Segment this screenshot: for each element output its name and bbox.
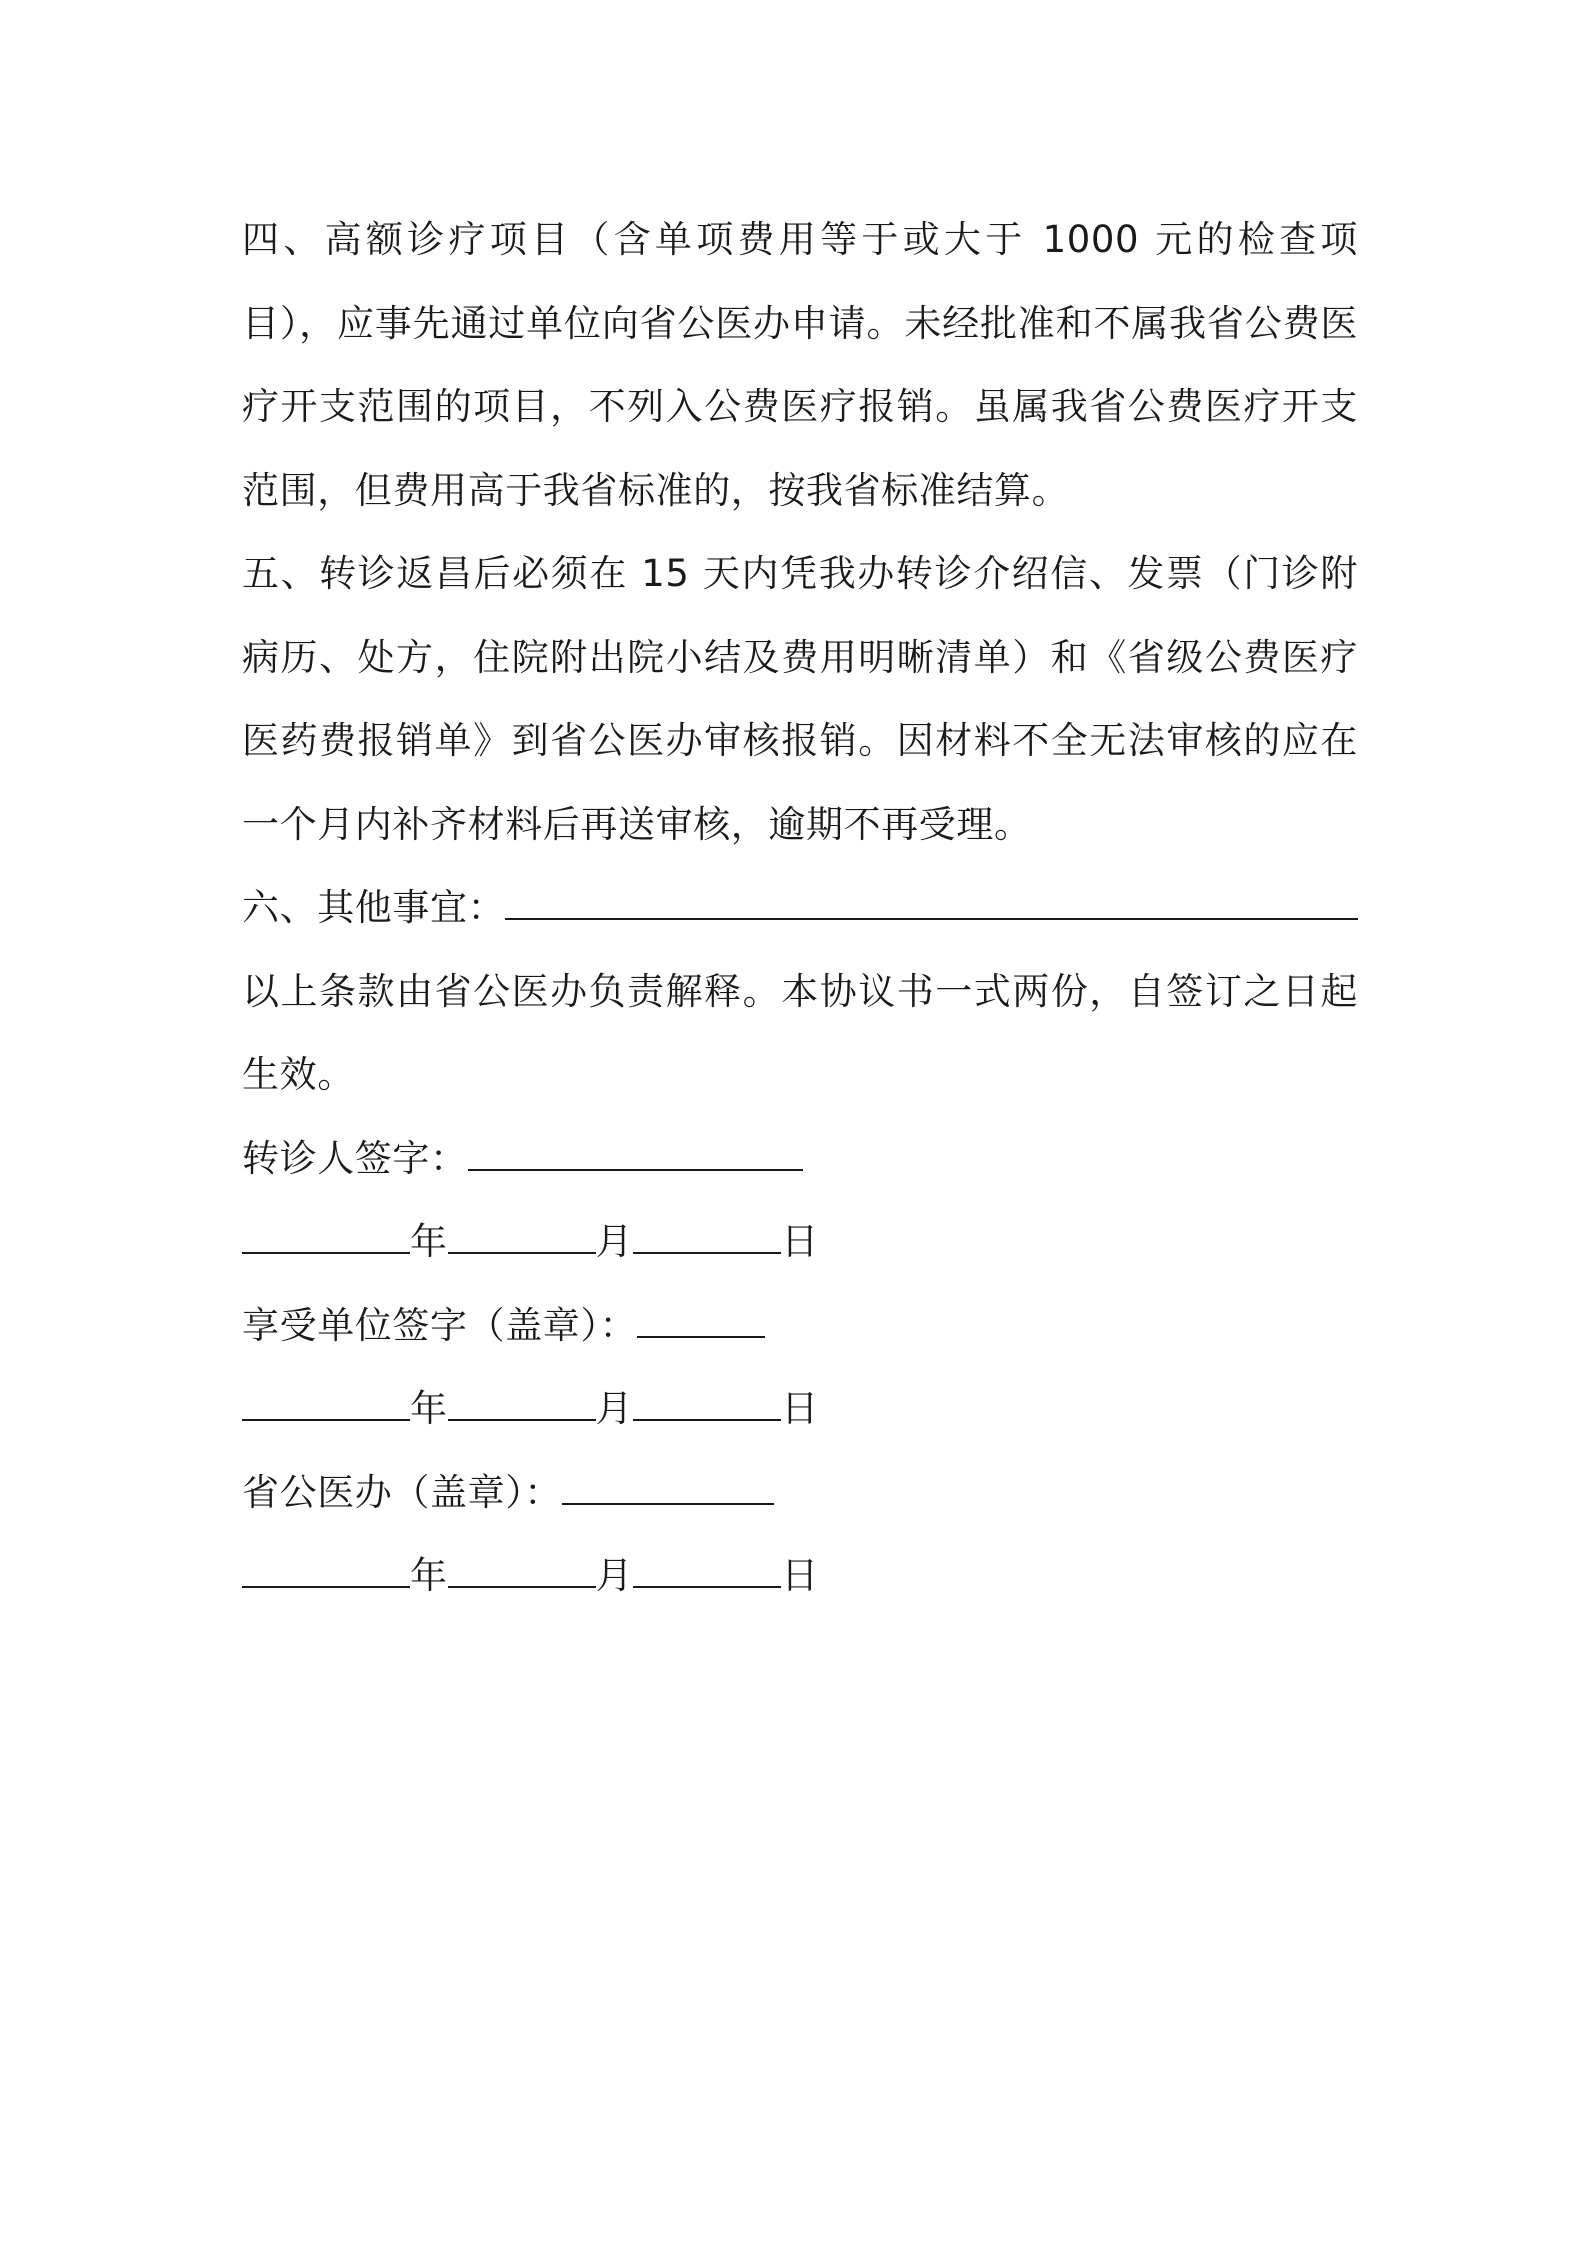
unit-signature-label: 享受单位签字（盖章）： (242, 1303, 638, 1347)
office-seal-line (242, 1451, 1358, 1535)
date-line-3 (242, 1534, 1358, 1618)
month-blank (448, 1385, 596, 1421)
day-label: 日 (781, 1387, 819, 1430)
office-seal-blank (562, 1469, 774, 1505)
clause-6-label: 六、其他事宜： (242, 886, 506, 929)
day-label: 日 (781, 1220, 819, 1263)
closing-paragraph: 以上条款由省公医办负责解释。本协议书一式两份，自签订之日起生效。 (242, 969, 1358, 1096)
month-blank (448, 1552, 596, 1588)
transfer-patient-signature-line (242, 1117, 1358, 1201)
unit-signature-blank (637, 1302, 765, 1338)
clause-4-paragraph: 四、高额诊疗项目（含单项费用等于或大于 1000 元的检查项目），应事先通过单位向省公医办申请。未经批准和不属我省公费医疗开支范围的项目，不列入公费医疗报销。虽属我省公费医疗开支范围，但费用高于我省标准的，按我省标准结算。 (242, 218, 1358, 512)
year-blank (242, 1552, 410, 1588)
day-blank (633, 1218, 781, 1254)
month-blank (448, 1218, 596, 1254)
year-label: 年 (410, 1554, 448, 1597)
month-label: 月 (595, 1387, 634, 1430)
year-label: 年 (410, 1387, 448, 1430)
document-body (242, 198, 1358, 1618)
day-label: 日 (781, 1554, 819, 1597)
clause-6-line (242, 866, 1358, 950)
other-matters-blank (505, 884, 1358, 920)
year-blank (242, 1218, 410, 1254)
transfer-patient-signature-blank (468, 1135, 803, 1171)
office-seal-label: 省公医办（盖章）： (242, 1470, 562, 1514)
day-blank (633, 1385, 781, 1421)
year-blank (242, 1385, 410, 1421)
date-line-1 (242, 1200, 1358, 1284)
year-label: 年 (410, 1220, 448, 1263)
day-blank (633, 1552, 781, 1588)
month-label: 月 (595, 1220, 634, 1263)
unit-signature-line (242, 1284, 1358, 1368)
month-label: 月 (595, 1554, 634, 1597)
clause-5-paragraph: 五、转诊返昌后必须在 15 天内凭我办转诊介绍信、发票（门诊附病历、处方，住院附出院小结及费用明晰清单）和《省级公费医疗医药费报销单》到省公医办审核报销。因材料不全无法审核的应在一个月内补齐材料后再送审核，逾期不再受理。 (242, 552, 1358, 846)
transfer-patient-signature-label: 转诊人签字： (242, 1136, 468, 1180)
date-line-2 (242, 1367, 1358, 1451)
